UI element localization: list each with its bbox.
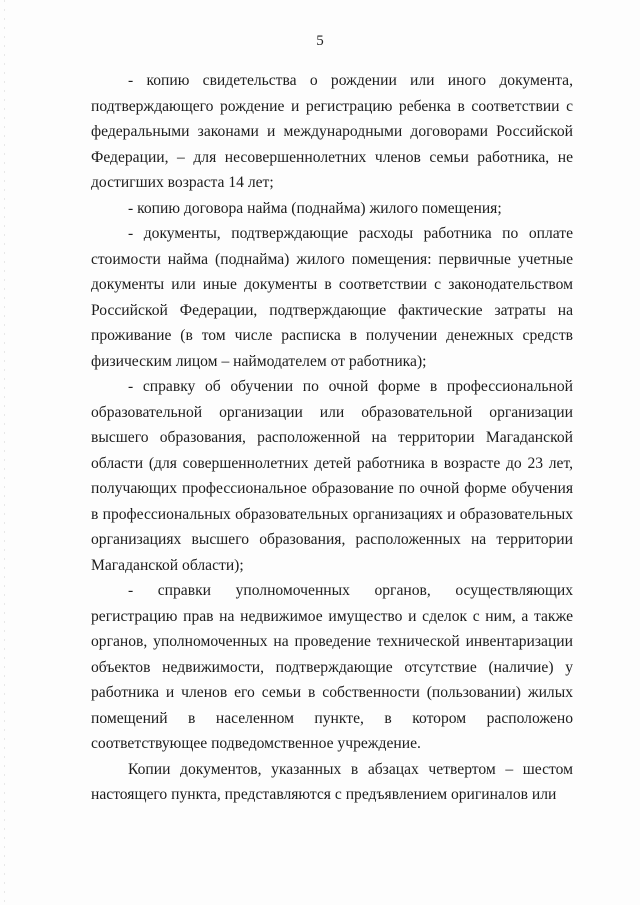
paragraph-lease-contract: - копию договора найма (поднайма) жилого помещения; (128, 199, 502, 217)
scan-edge-artifact (4, 0, 5, 905)
paragraph-property-certificates: - справки уполномоченных органов, осуществляющих регистрацию прав на недвижимое имущество и сделок с ним, а также органов, уполномоченных на проведение технической инвентаризации объектов недвижимости, подтверждающие отсутствие (наличие) у работника и членов его семьи в собственности (пользовании) жилых помещений в населенном пункте, в котором расположено соответствующее подведомственное учреждение. (91, 582, 573, 752)
document-body (91, 68, 573, 808)
paragraph-birth-certificate: - копию свидетельства о рождении или иного документа, подтверждающего рождение и регистрацию ребенка в соответствии с федеральными законами и международными договорами Российской Федерации, – для несовершеннолетних членов семьи работника, не достигших возраста 14 лет; (91, 72, 573, 191)
paragraph-document-copies: Копии документов, указанных в абзацах четвертом – шестом настоящего пункта, представляются с предъявлением оригиналов или (91, 760, 573, 803)
paragraph-rent-expenses: - документы, подтверждающие расходы работника по оплате стоимости найма (поднайма) жилого помещения: первичные учетные документы или иные документы в соответствии с законодательством Российской Федерации, подтверждающие фактические затраты на проживание (в том числе расписка в получении денежных средств физическим лицом – наймодателем от работника); (91, 225, 573, 370)
paragraph-education-certificate: - справку об обучении по очной форме в профессиональной образовательной организации или образовательной организации высшего образования, расположенной на территории Магаданской области (для совершеннолетних детей работника в возрасте до 23 лет, получающих профессиональное образование по очной форме обучения в профессиональных образовательных организациях и образовательных организациях высшего образования, расположенных на территории Магаданской области); (91, 378, 573, 574)
page-number: 5 (316, 33, 324, 49)
